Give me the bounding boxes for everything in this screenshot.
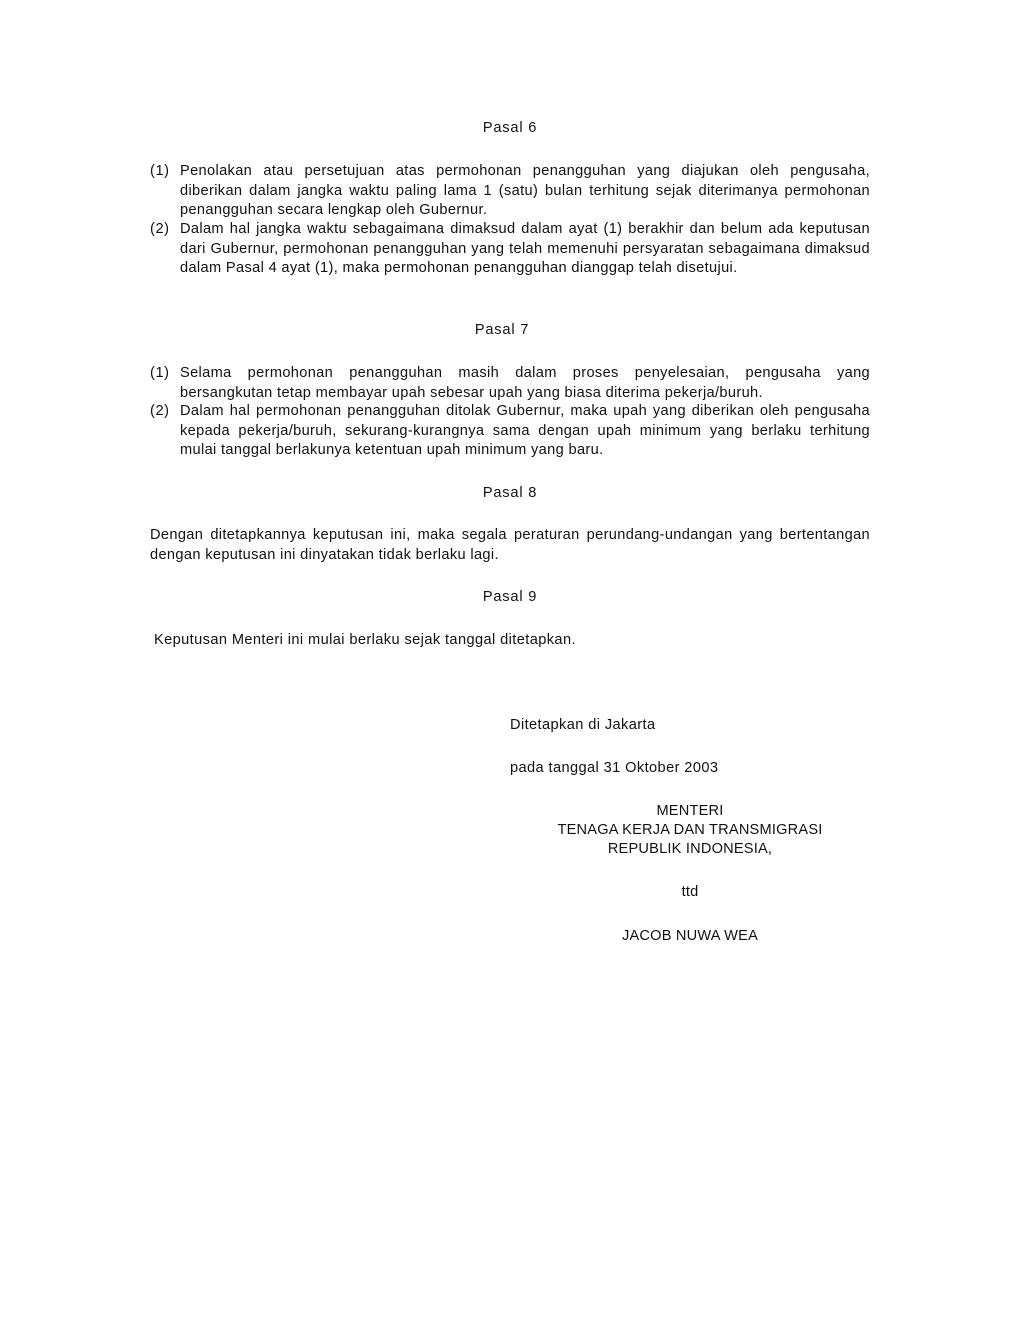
place-of-enactment: Ditetapkan di Jakarta (510, 717, 656, 733)
pasal-9-heading: Pasal 9 (482, 589, 538, 605)
pasal-7-heading: Pasal 7 (474, 322, 530, 338)
item-number: (2) (150, 221, 170, 237)
item-number: (1) (150, 365, 170, 381)
item-text: Dalam hal permohonan penangguhan ditolak Gubernur, maka upah yang diberikan oleh pengusaha kepada pekerja/buruh, sekurang-kurangnya sama dengan upah minimum yang berlaku terhitung mulai tanggal berlakunya ketentuan upah minimum yang baru. (180, 403, 870, 458)
pasal-8-heading: Pasal 8 (482, 485, 538, 501)
minister-title-line-3: REPUBLIK INDONESIA, (607, 841, 773, 857)
pasal-7-item-2 (150, 402, 870, 461)
item-number: (2) (150, 403, 170, 419)
signatory-name: JACOB NUWA WEA (621, 928, 759, 944)
pasal-6-item-1 (150, 162, 870, 221)
pasal-7-item-1 (150, 364, 870, 403)
date-of-enactment: pada tanggal 31 Oktober 2003 (510, 760, 719, 776)
pasal-6-item-2 (150, 220, 870, 279)
minister-title-line-2: TENAGA KERJA DAN TRANSMIGRASI (557, 822, 823, 838)
item-text: Penolakan atau persetujuan atas permohonan penangguhan yang diajukan oleh pengusaha, diberikan dalam jangka waktu paling lama 1 (satu) bulan terhitung sejak diterimanya permohonan penangguhan secara lengkap oleh Gubernur. (180, 163, 870, 218)
pasal-8-text: Dengan ditetapkannya keputusan ini, maka segala peraturan perundang-undangan yang bertentangan dengan keputusan ini dinyatakan tidak berlaku lagi. (150, 527, 870, 563)
item-number: (1) (150, 163, 170, 179)
minister-title-line-1: MENTERI (656, 803, 724, 819)
signature-mark: ttd (681, 884, 699, 900)
pasal-6-heading: Pasal 6 (482, 120, 538, 136)
pasal-9-text: Keputusan Menteri ini mulai berlaku sejak tanggal ditetapkan. (154, 632, 576, 648)
item-text: Dalam hal jangka waktu sebagaimana dimaksud dalam ayat (1) berakhir dan belum ada keputusan dari Gubernur, permohonan penangguhan yang telah memenuhi persyaratan sebagaimana dimaksud dalam Pasal 4 ayat (1), maka permohonan penangguhan dianggap telah disetujui. (180, 221, 870, 276)
item-text: Selama permohonan penangguhan masih dalam proses penyelesaian, pengusaha yang bersangkutan tetap membayar upah sebesar upah yang biasa diterima pekerja/buruh. (180, 365, 870, 401)
